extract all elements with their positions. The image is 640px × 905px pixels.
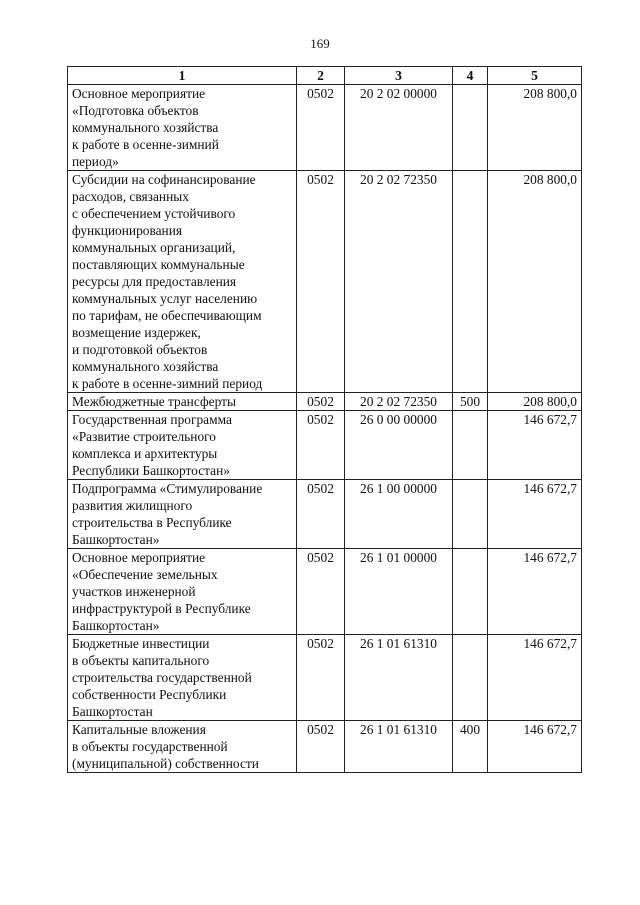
header-col-4: 4: [453, 67, 488, 85]
row-name: Подпрограмма «Стимулирование развития жилищного строительства в Республике Башкортостан»: [68, 480, 297, 549]
table-row: [68, 393, 582, 411]
table-row: [68, 549, 582, 635]
header-col-5: 5: [488, 67, 582, 85]
table-row: [68, 411, 582, 480]
row-type: [453, 171, 488, 393]
row-type: 400: [453, 721, 488, 773]
header-col-1: 1: [68, 67, 297, 85]
row-target: 26 1 00 00000: [345, 480, 453, 549]
row-type: 500: [453, 393, 488, 411]
row-type: [453, 480, 488, 549]
row-amount: 208 800,0: [488, 85, 582, 171]
table-row: [68, 635, 582, 721]
row-section: 0502: [297, 85, 345, 171]
header-col-3: 3: [345, 67, 453, 85]
row-target: 26 1 01 61310: [345, 721, 453, 773]
row-target: 20 2 02 72350: [345, 171, 453, 393]
row-section: 0502: [297, 171, 345, 393]
row-type: [453, 549, 488, 635]
row-amount: 146 672,7: [488, 480, 582, 549]
header-row: [68, 67, 582, 85]
row-target: 26 0 00 00000: [345, 411, 453, 480]
row-amount: 208 800,0: [488, 171, 582, 393]
page-number: 169: [310, 36, 330, 51]
header-col-2: 2: [297, 67, 345, 85]
row-section: 0502: [297, 411, 345, 480]
row-target: 26 1 01 61310: [345, 635, 453, 721]
table-row: [68, 721, 582, 773]
row-name: Межбюджетные трансферты: [68, 393, 297, 411]
row-name: Основное мероприятие «Подготовка объектов коммунального хозяйства к работе в осенне-зимний период»: [68, 85, 297, 171]
table-row: [68, 171, 582, 393]
row-section: 0502: [297, 480, 345, 549]
row-section: 0502: [297, 393, 345, 411]
row-amount: 146 672,7: [488, 635, 582, 721]
table-row: [68, 85, 582, 171]
row-name: Государственная программа «Развитие строительного комплекса и архитектуры Республики Башкортостан»: [68, 411, 297, 480]
row-name: Капитальные вложения в объекты государственной (муниципальной) собственности: [68, 721, 297, 773]
row-type: [453, 411, 488, 480]
row-amount: 146 672,7: [488, 411, 582, 480]
row-amount: 208 800,0: [488, 393, 582, 411]
table-row: [68, 480, 582, 549]
row-name: Субсидии на софинансирование расходов, связанных с обеспечением устойчивого функционирования коммунальных организаций, поставляющих коммунальные ресурсы для предоставления коммунальных услуг населению по тарифам, не обеспечивающим возмещение издержек, и подготовкой объектов коммунального хозяйства к работе в осенне-зимний период: [68, 171, 297, 393]
row-name: Бюджетные инвестиции в объекты капитального строительства государственной собственности Республики Башкортостан: [68, 635, 297, 721]
row-name: Основное мероприятие «Обеспечение земельных участков инженерной инфраструктурой в Республике Башкортостан»: [68, 549, 297, 635]
row-section: 0502: [297, 721, 345, 773]
row-target: 20 2 02 00000: [345, 85, 453, 171]
row-section: 0502: [297, 635, 345, 721]
row-type: [453, 85, 488, 171]
row-amount: 146 672,7: [488, 721, 582, 773]
row-type: [453, 635, 488, 721]
row-target: 20 2 02 72350: [345, 393, 453, 411]
row-target: 26 1 01 00000: [345, 549, 453, 635]
row-section: 0502: [297, 549, 345, 635]
budget-table: [67, 66, 582, 773]
row-amount: 146 672,7: [488, 549, 582, 635]
